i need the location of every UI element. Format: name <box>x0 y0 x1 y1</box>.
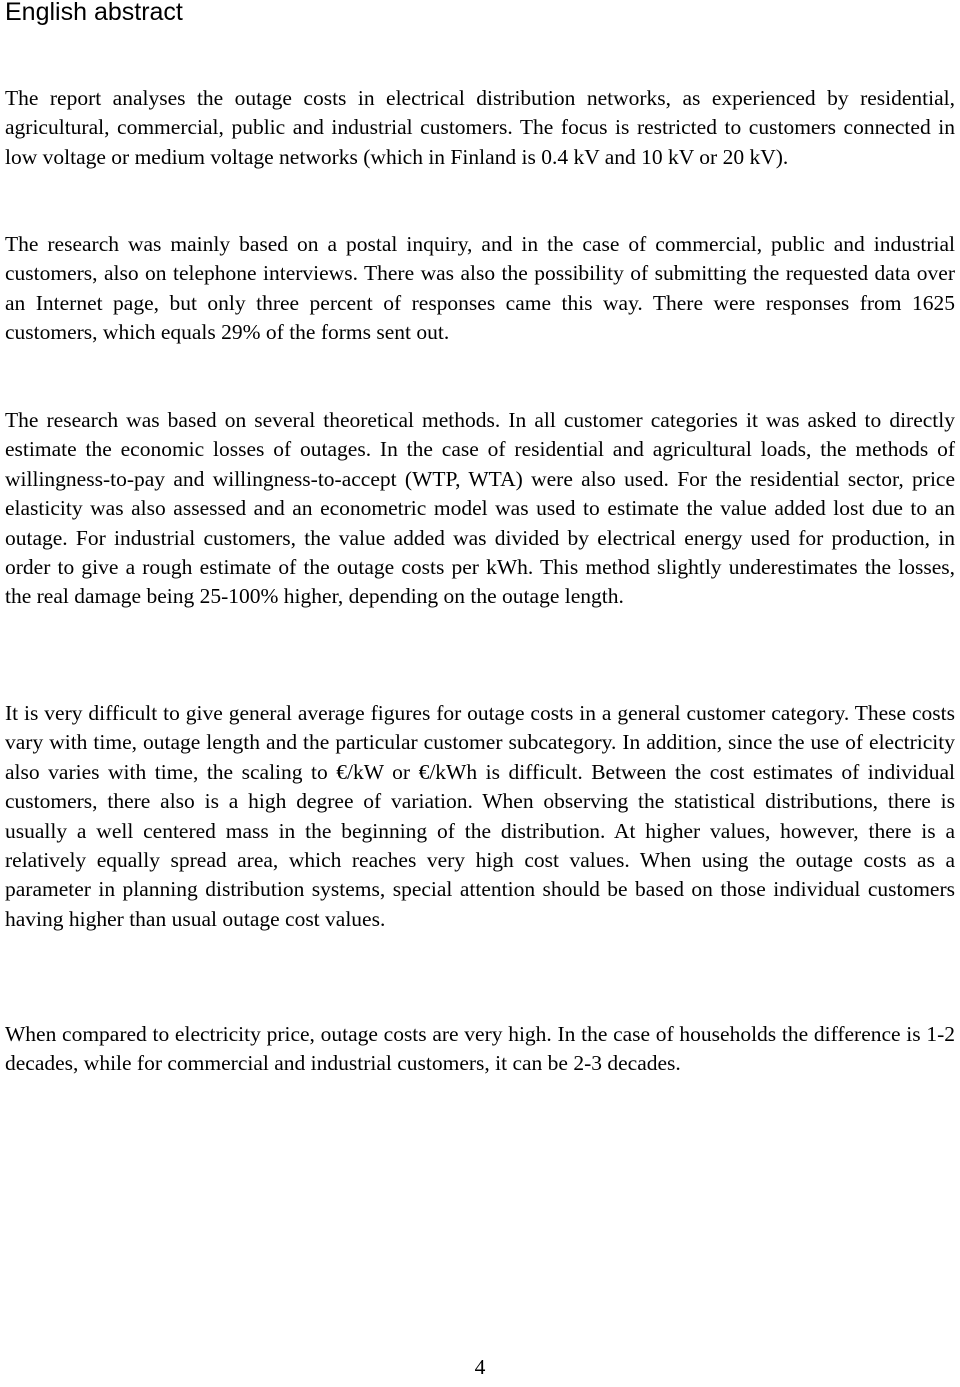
page-number: 4 <box>474 1355 486 1379</box>
paragraph-research-method: The research was mainly based on a postal inquiry, and in the case of commercial, public and industrial customers, also on telephone interviews. There was also the possibility of submitting the requested data over an Internet page, but only three percent of responses came this way. There were responses from 1625 customers, which equals 29% of the forms sent out. <box>5 232 955 345</box>
paragraph-theoretical-methods: The research was based on several theoretical methods. In all customer categories it was asked to directly estimate the economic losses of outages. In the case of residential and agricultural loads, the methods of willingness-to-pay and willingness-to-accept (WTP, WTA) were also used. For the residential sector, price elasticity was also assessed and an econometric model was used to estimate the value added lost due to an outage. For industrial customers, the value added was divided by electrical energy used for production, in order to give a rough estimate of the outage costs per kWh. This method slightly underestimates the losses, the real damage being 25-100% higher, depending on the outage length. <box>5 408 955 609</box>
section-heading: English abstract <box>5 0 183 26</box>
paragraph-scope: The report analyses the outage costs in electrical distribution networks, as experienced by residential, agricultural, commercial, public and industrial customers. The focus is restricted to customers connected in low voltage or medium voltage networks (which in Finland is 0.4 kV and 10 kV or 20 kV). <box>5 86 955 169</box>
paragraph-cost-variation: It is very difficult to give general average figures for outage costs in a general customer category. These costs vary with time, outage length and the particular customer subcategory. In addition, since the use of electricity also varies with time, the scaling to €/kW or €/kWh is difficult. Between the cost estimates of individual customers, there also is a high degree of variation. When observing the statistical distributions, there is usually a well centered mass in the beginning of the distribution. At higher values, however, there is a relatively equally spread area, which reaches very high cost values. When using the outage costs as a parameter in planning distribution systems, special attention should be based on those individual customers having higher than usual outage cost values. <box>5 701 955 931</box>
paragraph-price-comparison: When compared to electricity price, outage costs are very high. In the case of households the difference is 1-2 decades, while for commercial and industrial customers, it can be 2-3 decades. <box>5 1022 955 1076</box>
